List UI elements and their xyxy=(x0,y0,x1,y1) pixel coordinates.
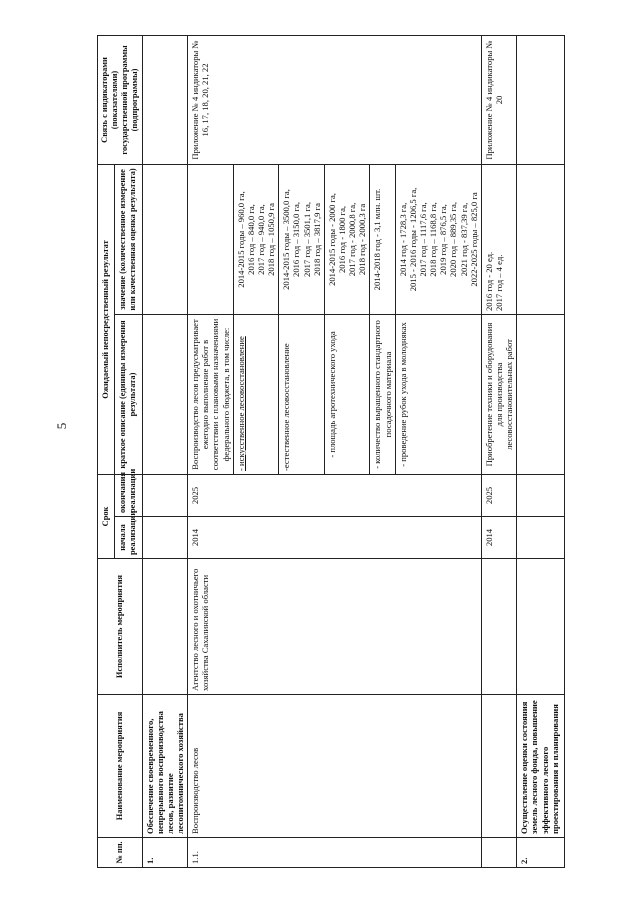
item3-value: 2014-2015 годы - 2000 га, 2016 год - 1800 га, 2017 год - 2000,8 га, 2018 год - 2000,3 га xyxy=(324,164,370,314)
row11b-value: 2016 год - 20 ед. 2017 год – 4 ед. xyxy=(481,164,516,314)
row11-value-empty xyxy=(188,164,234,314)
row1-desc xyxy=(142,314,188,474)
row1-name: Обеспечение своевременного, непрерывного воспроизводства лесов, развитие лесопитомнического хозяйства xyxy=(142,695,188,838)
row2-link xyxy=(517,35,565,164)
row1-link xyxy=(142,35,188,164)
item2-value: 2014-2015 годы – 3500,0 га, 2016 год – 3150,0 га, 2017 год – 3501,1 га, 2018 год – 3817,9 га xyxy=(279,164,325,314)
row11b-num xyxy=(481,838,516,868)
row11-name: Воспроизводство лесов xyxy=(188,695,482,838)
row11-link: Приложение № 4 индикаторы № 16, 17, 18, 20, 21, 22 xyxy=(188,35,482,164)
row2-desc xyxy=(517,314,565,474)
row11-executor: Агентство лесного и охотничьего хозяйства Сахалинской области xyxy=(188,559,482,695)
page-number: 5 xyxy=(54,422,69,430)
row11b-link: Приложение № 4 индикаторы № 20 xyxy=(481,35,516,164)
header-num: № пп. xyxy=(98,838,143,868)
item3-desc: - площадь агротехнического ухода xyxy=(324,314,370,474)
row11-num: 1.1. xyxy=(188,838,482,868)
header-term-start: начала реализации xyxy=(114,517,142,559)
row11b-end: 2025 xyxy=(481,474,516,516)
row11b-executor xyxy=(481,559,516,695)
row2-executor xyxy=(517,559,565,695)
row1-start xyxy=(142,517,188,559)
table-container xyxy=(97,36,560,868)
item5-value: 2014 год - 1728,3 га, 2015 - 2016 годы - 1206,5 га, 2017 год – 1117,6 га, 2018 год – 1168,8 га, 2019 год – 876,5 га, 2020 год – 889,35 га, 2021 год - 837,39 га, 2022-2025 годы – 825,0 га xyxy=(395,164,481,314)
row1-num: 1. xyxy=(142,838,188,868)
header-executor: Исполнитель мероприятия xyxy=(98,559,143,695)
table-row-1-1 xyxy=(188,35,234,867)
table-row-1 xyxy=(142,35,188,867)
item2-desc: -естественное лесовосстановление xyxy=(279,314,325,474)
row11-desc: Воспроизводство лесов предусматривает ежегодно выполнение работ в соответствии с плановыми назначениями федерального бюджета, в том числе: xyxy=(188,314,234,474)
program-table xyxy=(97,35,565,868)
table-row-2 xyxy=(517,35,565,867)
row11b-desc: Приобретение техники и оборудования для производства лесовосстановительных работ xyxy=(481,314,516,474)
header-result-desc: краткое описание (единицы измерения результата) xyxy=(114,314,142,474)
row2-value xyxy=(517,164,565,314)
row2-num: 2. xyxy=(517,838,565,868)
row1-executor xyxy=(142,559,188,695)
row2-name: Осуществление оценки состояния земель лесного фонда, повышение эффективного лесного проектирования и планирования xyxy=(517,695,565,838)
row11-end: 2025 xyxy=(188,474,482,516)
row2-end xyxy=(517,474,565,516)
header-term: Срок xyxy=(98,474,115,558)
header-link: Связь с индикаторами (показателями) государственной программы (подпрограммы) xyxy=(98,35,143,164)
item5-desc: - проведение рубок ухода в молодняках xyxy=(395,314,481,474)
header-result: Ожидаемый непосредственный результат xyxy=(98,164,115,474)
header-result-value: значение (количественное измерение или качественная оценка результата) xyxy=(114,164,142,314)
row1-end xyxy=(142,474,188,516)
row11-start: 2014 xyxy=(188,517,482,559)
header-name: Наименование мероприятия xyxy=(98,695,143,838)
header-row-1 xyxy=(98,35,115,867)
item4-value: 2014-2018 год - 3,1 млн. шт. xyxy=(370,164,395,314)
item4-desc: - количество выращенного стандартного посадочного материала xyxy=(370,314,395,474)
item1-value: 2014-2015 годы – 960,0 га, 2016 год – 840,0 га, 2017 год – 940,0 га, 2018 год – 1050,9 га xyxy=(233,164,279,314)
row11b-start: 2014 xyxy=(481,517,516,559)
header-term-end: окончания реализации xyxy=(114,474,142,516)
item1-desc: - искусственное лесовосстановление xyxy=(233,314,279,474)
table-row-1-1-equipment xyxy=(481,35,516,867)
row2-start xyxy=(517,517,565,559)
row1-value xyxy=(142,164,188,314)
row11b-name xyxy=(481,695,516,838)
